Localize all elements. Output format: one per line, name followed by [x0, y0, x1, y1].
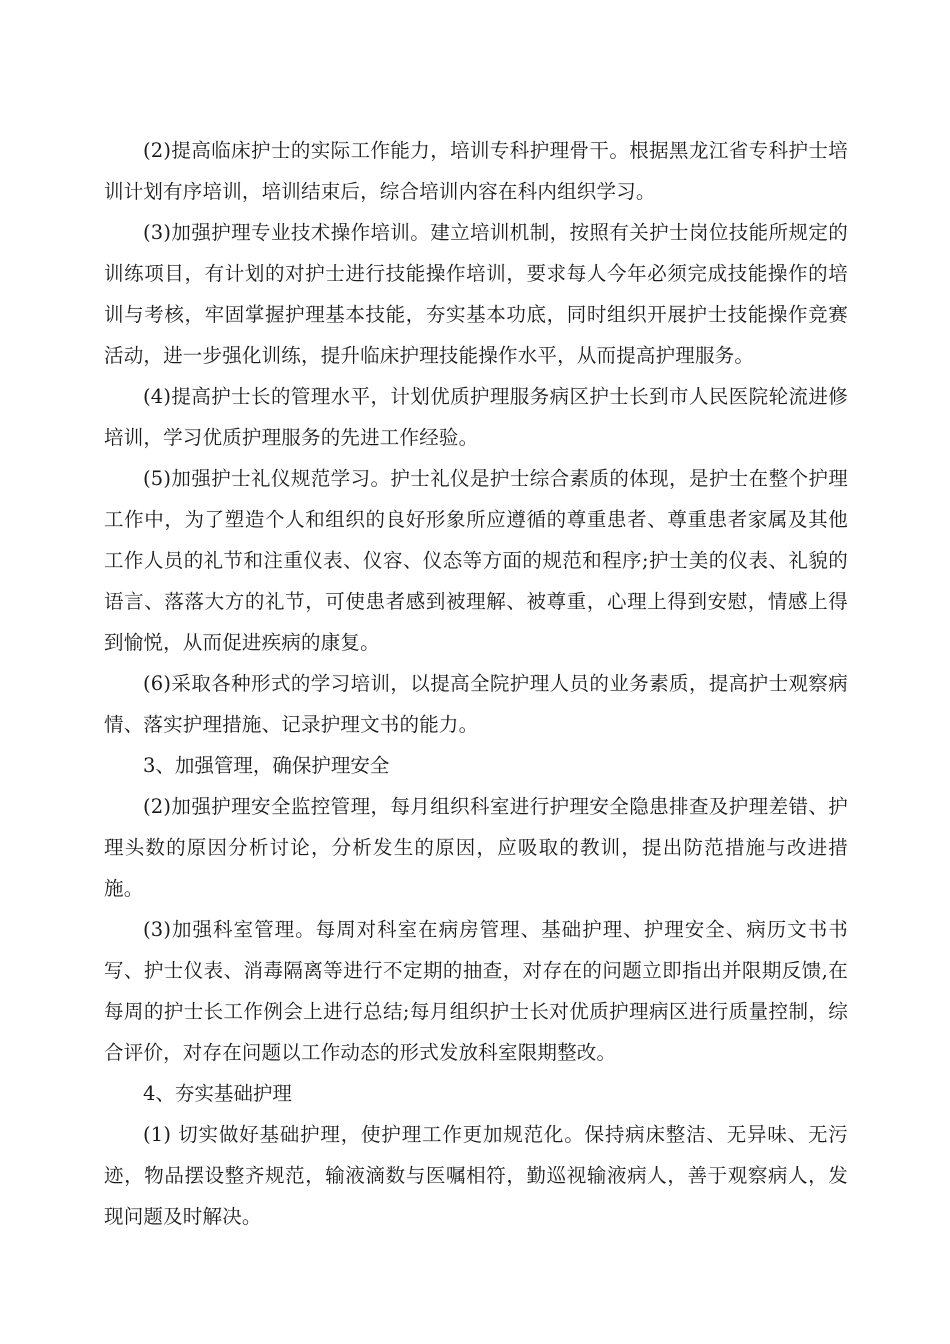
paragraph-etiquette: (5)加强护士礼仪规范学习。护士礼仪是护士综合素质的体现，是护士在整个护理工作中，为了塑造个人和组织的良好形象所应遵循的尊重患者、尊重患者家属及其他工作人员的礼节和注重仪表、仪容、仪态等方面的规范和程序;护士美的仪表、礼貌的语言、落落大方的礼节，可使患者感到被理解、被尊重，心理上得到安慰，情感上得到愉悦，从而促进疾病的康复。 — [104, 467, 848, 654]
section-heading-safety: 3、加强管理，确保护理安全 — [143, 754, 390, 777]
paragraph-clinical-ability: (2)提高临床护士的实际工作能力，培训专科护理骨干。根据黑龙江省专科护士培训计划有序培训，培训结束后，综合培训内容在科内组织学习。 — [104, 139, 848, 203]
section-heading-basic-nursing: 4、夯实基础护理 — [143, 1082, 292, 1105]
paragraph-department-management: (3)加强科室管理。每周对科室在病房管理、基础护理、护理安全、病历文书书写、护士仪表、消毒隔离等进行不定期的抽查，对存在的问题立即指出并限期反馈,在每周的护士长工作例会上进行总结;每月组织护士长对优质护理病区进行质量控制，综合评价，对存在问题以工作动态的形式发放科室限期整改。 — [104, 918, 848, 1064]
paragraph-basic-nursing: (1) 切实做好基础护理，使护理工作更加规范化。保持病床整洁、无异味、无污迹，物品摆设整齐规范，输液滴数与医嘱相符，勤巡视输液病人，善于观察病人，发现问题及时解决。 — [104, 1123, 848, 1228]
document-body — [104, 130, 848, 1237]
paragraph-learning-forms: (6)采取各种形式的学习培训，以提高全院护理人员的业务素质，提高护士观察病情、落实护理措施、记录护理文书的能力。 — [104, 672, 848, 736]
paragraph-head-nurse-management: (4)提高护士长的管理水平，计划优质护理服务病区护士长到市人民医院轮流进修培训，学习优质护理服务的先进工作经验。 — [104, 385, 848, 449]
paragraph-safety-monitoring: (2)加强护理安全监控管理，每月组织科室进行护理安全隐患排查及护理差错、护理头数的原因分析讨论，分析发生的原因，应吸取的教训，提出防范措施与改进措施。 — [104, 795, 848, 900]
paragraph-skill-training: (3)加强护理专业技术操作培训。建立培训机制，按照有关护士岗位技能所规定的训练项目，有计划的对护士进行技能操作培训，要求每人今年必须完成技能操作的培训与考核，牢固掌握护理基本技能，夯实基本功底，同时组织开展护士技能操作竞赛活动，进一步强化训练，提升临床护理技能操作水平，从而提高护理服务。 — [104, 221, 848, 367]
